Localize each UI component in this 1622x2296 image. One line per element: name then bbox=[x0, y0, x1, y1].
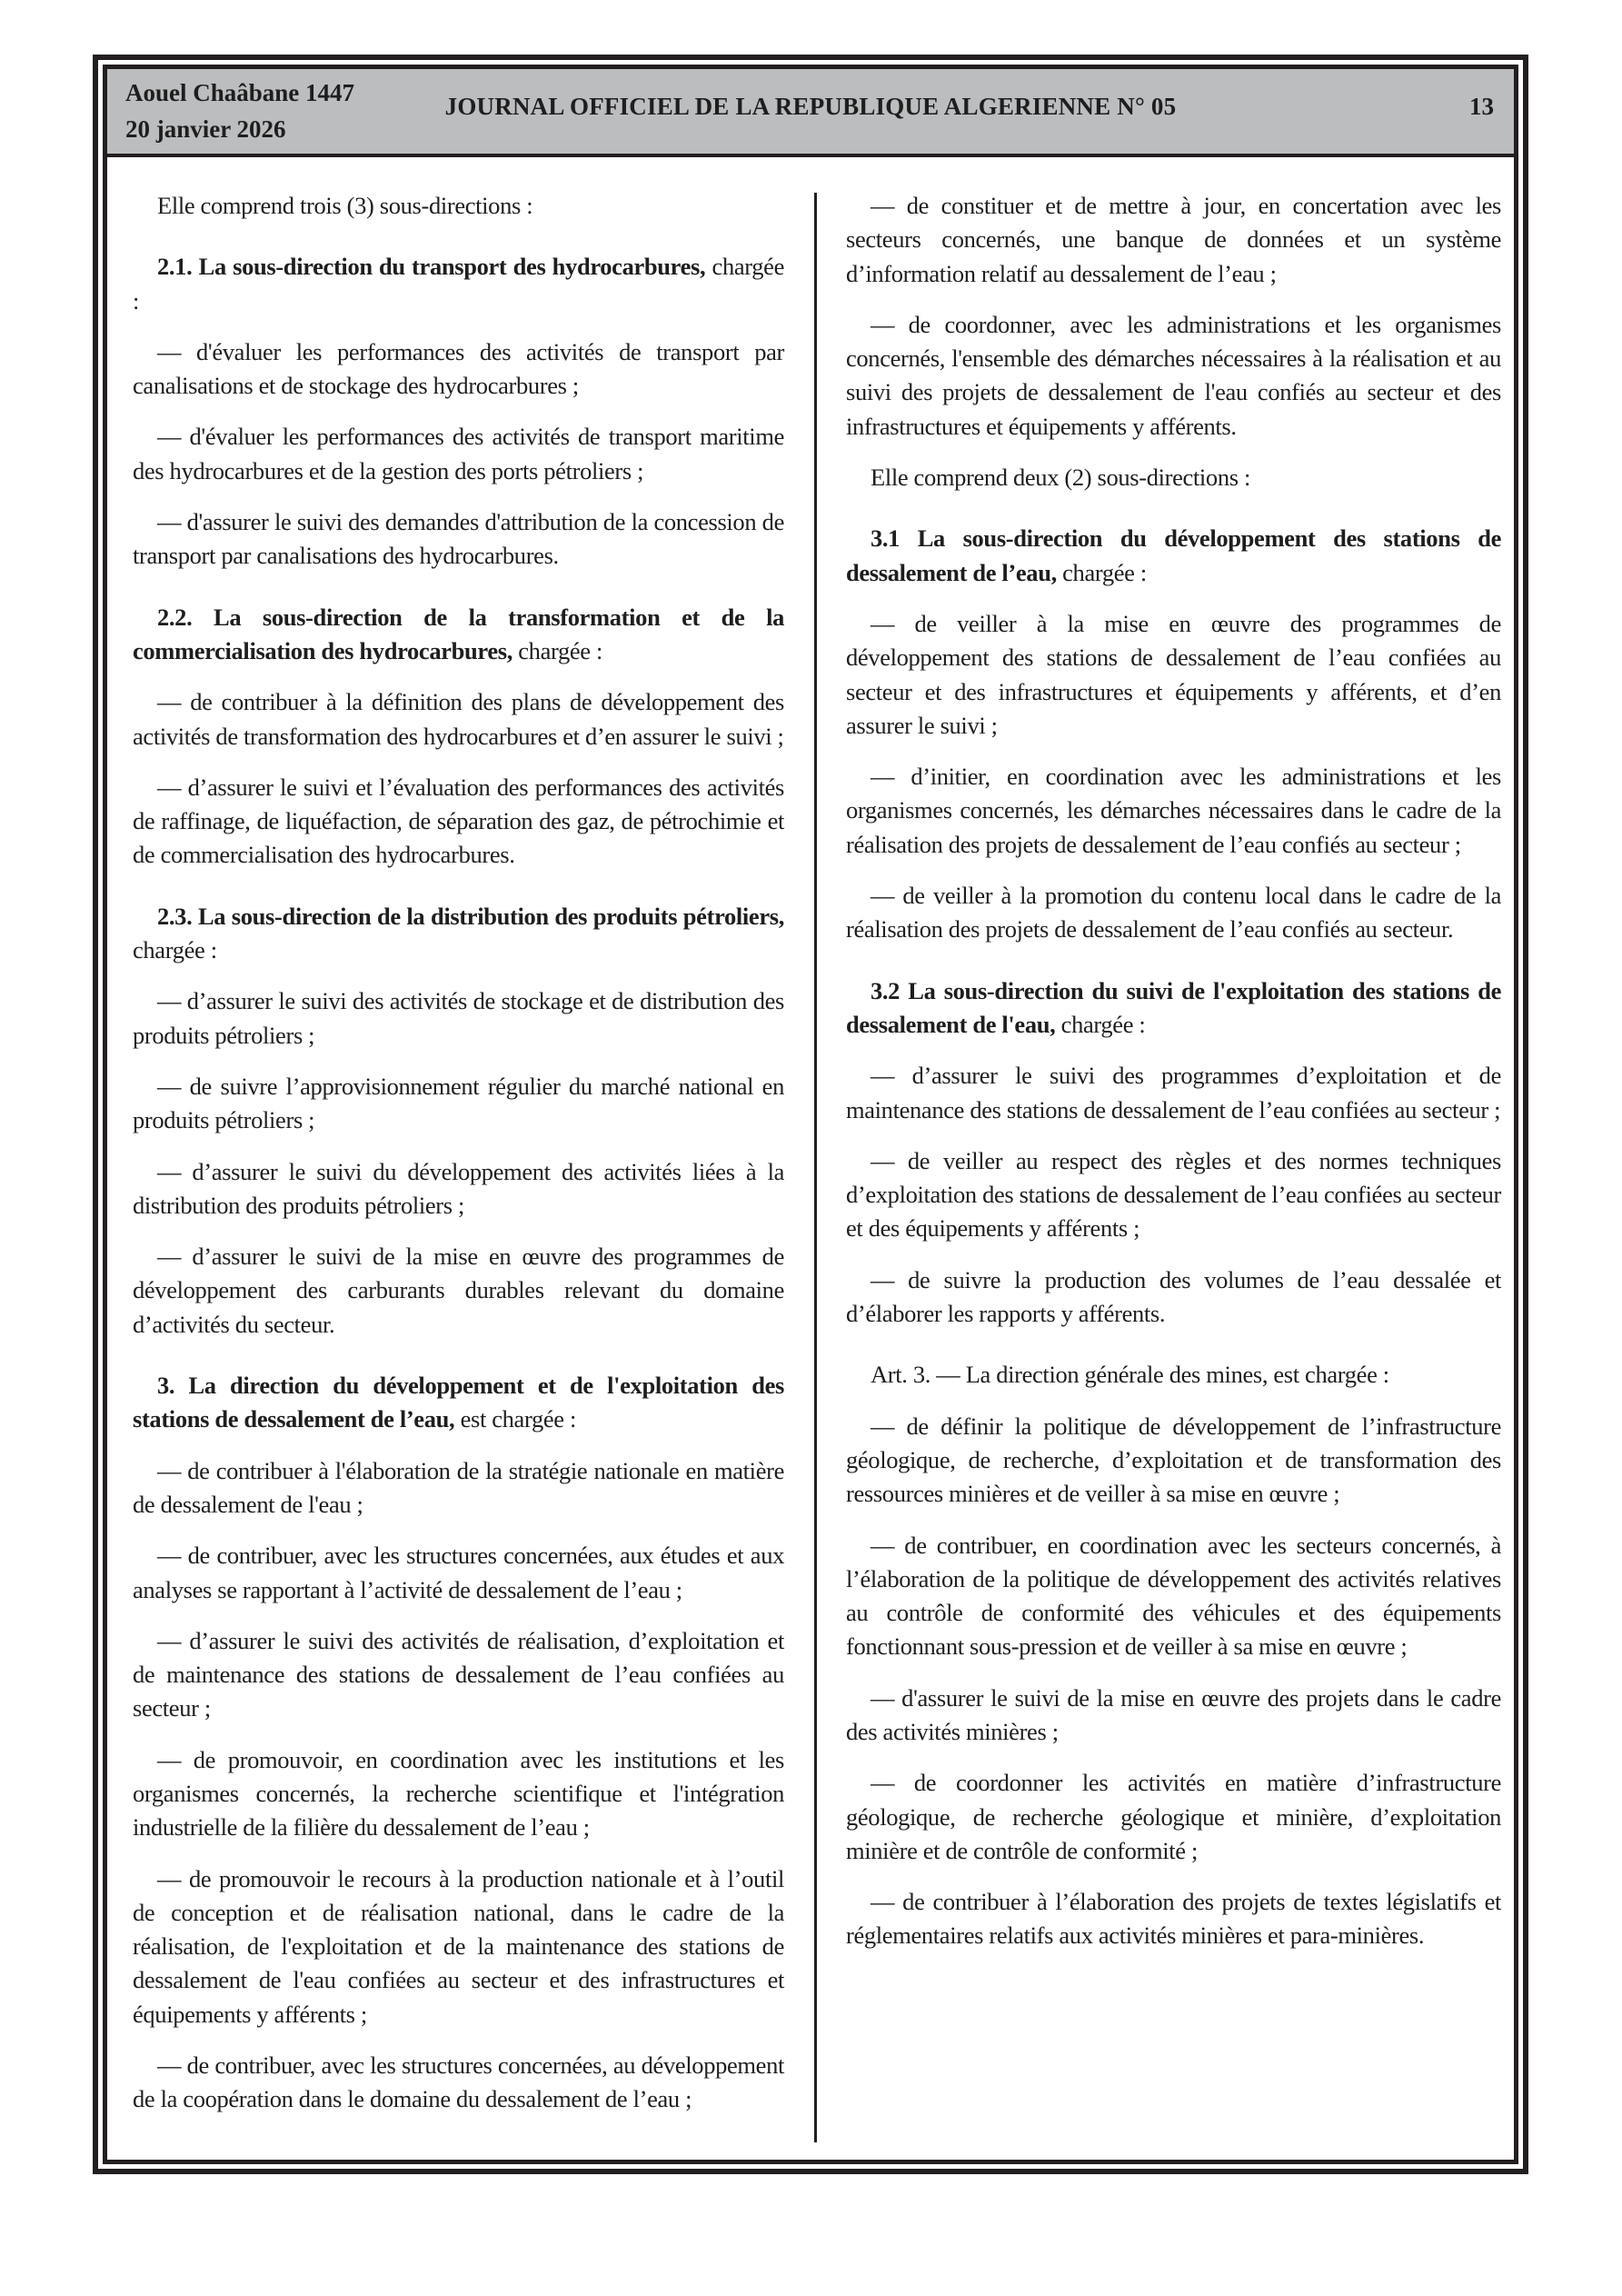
paragraph bbox=[133, 505, 784, 574]
paragraph-text: chargée : bbox=[1056, 558, 1147, 586]
header-date-hijri: Aouel Chaâbane 1447 bbox=[125, 79, 355, 106]
page-header bbox=[107, 69, 1514, 157]
paragraph-text: — de promouvoir, en coordination avec les institutions et les organismes concernés, la recherche scientifique et l'intégration industrielle de la filière du dessalement de l’eau ; bbox=[133, 1745, 784, 1842]
paragraph-text: — de contribuer à l’élaboration des projets de textes législatifs et réglementaires relatifs aux activités minières et para-minières. bbox=[846, 1888, 1501, 1950]
paragraph bbox=[846, 1263, 1501, 1332]
paragraph-text: — de contribuer, avec les structures concernées, au développement de la coopération dans le domaine du dessalement de l’eau ; bbox=[133, 2051, 784, 2113]
section-title: 3.1 La sous-direction du développement des stations de dessalement de l’eau, bbox=[846, 524, 1501, 586]
paragraph bbox=[133, 335, 784, 404]
paragraph bbox=[133, 189, 784, 223]
paragraph-text: — d'assurer le suivi de la mise en œuvre des projets dans le cadre des activités minières ; bbox=[846, 1683, 1501, 1745]
paragraph bbox=[133, 1240, 784, 1342]
paragraph-text: — d'évaluer les performances des activités de transport maritime des hydrocarbures et de la gestion des ports pétroliers ; bbox=[133, 423, 784, 484]
paragraph-text: — de veiller à la mise en œuvre des programmes de développement des stations de dessalement de l’eau confiées au secteur et des infrastructures et équipements y afférents, et d’en assurer le suivi ; bbox=[846, 609, 1501, 739]
journal-title: JOURNAL OFFICIEL DE LA REPUBLIQUE ALGERIENNE N° 05 bbox=[444, 93, 1177, 120]
paragraph-text: — de suivre la production des volumes de l’eau dessalée et d’élaborer les rapports y afférents. bbox=[846, 1265, 1501, 1328]
section-title: 2.2. La sous-direction de la transformation et de la commercialisation des hydrocarbures, bbox=[133, 603, 784, 664]
section-title: 2.1. La sous-direction du transport des hydrocarbures, bbox=[157, 253, 706, 281]
paragraph-text: — d’assurer le suivi du développement des activités liées à la distribution des produits pétroliers ; bbox=[133, 1157, 784, 1219]
section-title: 2.3. La sous-direction de la distribution des produits pétroliers, bbox=[157, 902, 784, 930]
paragraph-text: chargée : bbox=[512, 636, 603, 664]
paragraph bbox=[846, 308, 1501, 444]
paragraph-text: Art. 3. — La direction générale des mines, est chargée : bbox=[871, 1361, 1389, 1389]
section-heading-paragraph bbox=[133, 601, 784, 669]
paragraph bbox=[846, 879, 1501, 947]
paragraph-text: — de coordonner les activités en matière d’infrastructure géologique, de recherche géologique et minière, d’exploitation minière et de contrôle de conformité ; bbox=[846, 1769, 1501, 1864]
section-heading-paragraph bbox=[133, 900, 784, 968]
paragraph bbox=[846, 607, 1501, 743]
paragraph-text: — de constituer et de mettre à jour, en concertation avec les secteurs concernés, une banque de données et un système d’information relatif au dessalement de l’eau ; bbox=[846, 192, 1501, 287]
paragraph-text: Elle comprend trois (3) sous-directions : bbox=[157, 192, 533, 219]
paragraph-text: — d’assurer le suivi des activités de réalisation, d’exploitation et de maintenance des stations de dessalement de l’eau confiées au secteur ; bbox=[133, 1626, 784, 1722]
paragraph-text: — de veiller à la promotion du contenu local dans le cadre de la réalisation des projets de dessalement de l’eau confiés au secteur. bbox=[846, 882, 1501, 943]
paragraph bbox=[133, 1454, 784, 1522]
paragraph bbox=[846, 1059, 1501, 1127]
paragraph bbox=[133, 1743, 784, 1845]
paragraph-text: est chargée : bbox=[454, 1405, 576, 1433]
paragraph-text: chargée : bbox=[133, 936, 217, 964]
paragraph-text: — de contribuer à l'élaboration de la stratégie nationale en matière de dessalement de l'eau ; bbox=[133, 1456, 784, 1518]
paragraph bbox=[846, 1885, 1501, 1953]
paragraph-text: — d’initier, en coordination avec les administrations et les organismes concernés, les démarches nécessaires dans le cadre de la réalisation des projets de dessalement de l’eau confiés au secteur ; bbox=[846, 763, 1501, 858]
paragraph-text: — de coordonner, avec les administrations et les organismes concernés, l'ensemble des démarches nécessaires à la réalisation et au suivi des projets de dessalement de l'eau confiés au secteur et des infrastructures et équipements y afférents. bbox=[846, 310, 1501, 440]
paragraph-text: — d'assurer le suivi des demandes d'attribution de la concession de transport par canalisations des hydrocarbures. bbox=[133, 508, 784, 570]
paragraph bbox=[133, 420, 784, 488]
paragraph bbox=[133, 1070, 784, 1138]
paragraph-text: — de suivre l’approvisionnement régulier du marché national en produits pétroliers ; bbox=[133, 1072, 784, 1134]
paragraph-text: chargée : bbox=[133, 253, 784, 314]
paragraph bbox=[133, 1539, 784, 1607]
paragraph bbox=[133, 2049, 784, 2117]
left-column bbox=[133, 189, 784, 2134]
paragraph-text: — de contribuer à la définition des plans de développement des activités de transformation des hydrocarbures et d’en assurer le suivi ; bbox=[133, 688, 784, 750]
paragraph-text: chargée : bbox=[1055, 1010, 1146, 1038]
paragraph-text: — d’assurer le suivi de la mise en œuvre des programmes de développement des carburants durables relevant du domaine d’activités du secteur. bbox=[133, 1243, 784, 1338]
paragraph bbox=[846, 189, 1501, 291]
paragraph bbox=[846, 1529, 1501, 1664]
paragraph bbox=[846, 1682, 1501, 1750]
paragraph bbox=[846, 760, 1501, 862]
page-number: 13 bbox=[1469, 93, 1494, 120]
section-heading-paragraph bbox=[133, 250, 784, 318]
paragraph bbox=[133, 771, 784, 873]
paragraph bbox=[133, 1155, 784, 1223]
paragraph-text: — de promouvoir le recours à la production nationale et à l’outil de conception et de réalisation national, dans le cadre de la réalisation, de l'exploitation et de la maintenance des stations de dessalement de l'eau confiées au secteur et des infrastructures et équipements y afférents ; bbox=[133, 1864, 784, 2028]
paragraph-text: — de contribuer, avec les structures concernées, aux études et aux analyses se rapportant à l’activité de dessalement de l’eau ; bbox=[133, 1542, 784, 1603]
paragraph bbox=[133, 1624, 784, 1726]
paragraph-text: — de contribuer, en coordination avec les secteurs concernés, à l’élaboration de la politique de développement des activités relatives au contrôle de conformité des véhicules et des équipements fonctionnant sous-pression et de veiller à sa mise en œuvre ; bbox=[846, 1531, 1501, 1661]
paragraph bbox=[846, 1358, 1501, 1392]
paragraph-text: — de définir la politique de développement de l’infrastructure géologique, de recherche, d’exploitation et de transformation des ressources minières et de veiller à sa mise en œuvre ; bbox=[846, 1412, 1501, 1508]
section-title: 3.2 La sous-direction du suivi de l'exploitation des stations de dessalement de l'eau, bbox=[846, 976, 1501, 1038]
right-column bbox=[846, 189, 1501, 1971]
section-heading-paragraph bbox=[846, 974, 1501, 1043]
header-date-gregorian: 20 janvier 2026 bbox=[125, 115, 286, 143]
paragraph-text: — d’assurer le suivi des programmes d’exploitation et de maintenance des stations de dessalement de l’eau confiées au secteur ; bbox=[846, 1062, 1501, 1123]
paragraph-text: Elle comprend deux (2) sous-directions : bbox=[871, 464, 1250, 492]
paragraph bbox=[846, 1410, 1501, 1512]
section-heading-paragraph bbox=[846, 522, 1501, 590]
section-title: 3. La direction du développement et de l'exploitation des stations de dessalement de l’eau, bbox=[133, 1372, 784, 1433]
paragraph-text: — de veiller au respect des règles et des normes techniques d’exploitation des stations de dessalement de l’eau confiées au secteur et des équipements y afférents ; bbox=[846, 1146, 1501, 1243]
paragraph bbox=[133, 685, 784, 754]
paragraph bbox=[846, 1144, 1501, 1246]
section-heading-paragraph bbox=[133, 1369, 784, 1437]
paragraph bbox=[133, 984, 784, 1053]
paragraph bbox=[846, 461, 1501, 494]
column-divider bbox=[814, 193, 817, 2142]
paragraph-text: — d’assurer le suivi et l’évaluation des performances des activités de raffinage, de liquéfaction, de séparation des gaz, de pétrochimie et de commercialisation des hydrocarbures. bbox=[133, 773, 784, 869]
paragraph bbox=[846, 1766, 1501, 1868]
paragraph bbox=[133, 1862, 784, 2031]
paragraph-text: — d'évaluer les performances des activités de transport par canalisations et de stockage des hydrocarbures ; bbox=[133, 337, 784, 400]
paragraph-text: — d’assurer le suivi des activités de stockage et de distribution des produits pétroliers ; bbox=[133, 987, 784, 1049]
